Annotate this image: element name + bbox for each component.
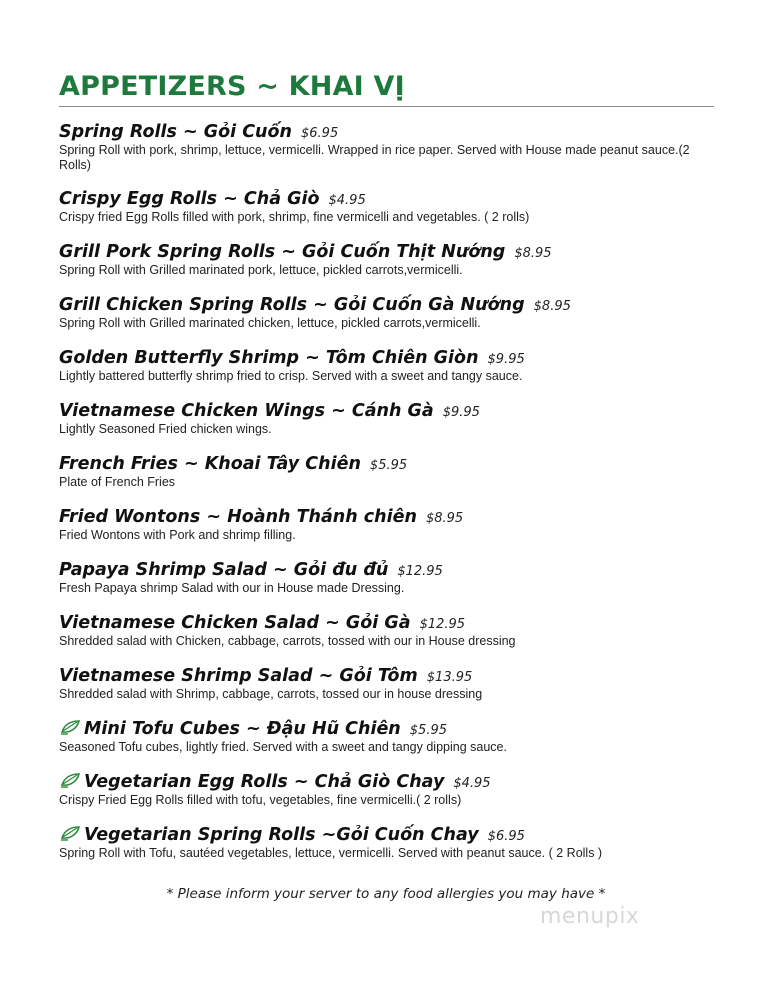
- menu-item-name: Vietnamese Chicken Wings ~ Cánh Gà: [59, 401, 434, 421]
- menu-item-description: Crispy Fried Egg Rolls filled with tofu, vegetables, fine vermicelli.( 2 rolls): [59, 793, 462, 807]
- menu-item-name: Fried Wontons ~ Hoành Thánh chiên: [59, 507, 417, 527]
- menu-item-price: $6.95: [487, 829, 525, 844]
- menu-item-header: [59, 347, 714, 369]
- menu-item: [59, 559, 714, 612]
- menu-item-header: [59, 453, 714, 475]
- menu-item-description: Fried Wontons with Pork and shrimp filling.: [59, 528, 296, 542]
- menu-item-price: $9.95: [442, 405, 480, 420]
- menu-item-name: Grill Chicken Spring Rolls ~ Gỏi Cuốn Gà Nướng: [59, 295, 525, 315]
- menu-item-header: [59, 241, 714, 263]
- menu-item-name: Crispy Egg Rolls ~ Chả Giò: [59, 189, 320, 209]
- menu-item-name: Papaya Shrimp Salad ~ Gỏi đu đủ: [59, 560, 389, 580]
- watermark-logo: menupix: [540, 904, 640, 929]
- menu-item-description: Lightly Seasoned Fried chicken wings.: [59, 422, 272, 436]
- menu-item-name: Vegetarian Egg Rolls ~ Chả Giò Chay: [84, 772, 445, 792]
- menu-item: [59, 121, 714, 188]
- menu-item-price: $5.95: [409, 723, 447, 738]
- menu-item-description: Fresh Papaya shrimp Salad with our in House made Dressing.: [59, 581, 405, 595]
- menu-item: [59, 241, 714, 294]
- menu-item: [59, 824, 714, 877]
- menu-item-description: Spring Roll with Grilled marinated pork, lettuce, pickled carrots,vermicelli.: [59, 263, 463, 277]
- menu-item-description: Spring Roll with pork, shrimp, lettuce, vermicelli. Wrapped in rice paper. Served with House made peanut sauce.(2 Rolls): [59, 143, 690, 172]
- menu-item-price: $8.95: [425, 511, 464, 526]
- menu-item-description: Spring Roll with Tofu, sautéed vegetables, lettuce, vermicelli. Served with peanut sauce. ( 2 Rolls ): [59, 846, 603, 860]
- menu-item-header: [59, 771, 714, 793]
- menu-item: [59, 665, 714, 718]
- menu-item: [59, 506, 714, 559]
- menu-item: [59, 771, 714, 824]
- menu-item-price: $8.95: [533, 299, 571, 314]
- menu-item: [59, 612, 714, 665]
- menu-item-name: Mini Tofu Cubes ~ Đậu Hũ Chiên: [84, 719, 401, 739]
- menu-item: [59, 188, 714, 241]
- veggie-leaf-icon: [59, 825, 81, 841]
- menu-item-name: Vietnamese Shrimp Salad ~ Gỏi Tôm: [59, 666, 418, 686]
- menu-item-header: [59, 400, 714, 422]
- menu-item-name: Grill Pork Spring Rolls ~ Gỏi Cuốn Thịt Nướng: [59, 242, 506, 262]
- menu-item-price: $4.95: [328, 193, 366, 208]
- section-title: APPETIZERS ~ KHAI VỊ: [59, 70, 714, 107]
- menu-item-price: $8.95: [514, 246, 552, 261]
- menu-item: [59, 718, 714, 771]
- menu-item-description: Shredded salad with Chicken, cabbage, carrots, tossed with our in House dressing: [59, 634, 516, 648]
- menu-item-header: [59, 506, 714, 528]
- menu-item-price: $5.95: [369, 458, 408, 473]
- menu-item-header: [59, 612, 714, 634]
- menu-items-list: [59, 121, 714, 877]
- menu-item: [59, 347, 714, 400]
- menu-item-description: Spring Roll with Grilled marinated chicken, lettuce, pickled carrots,vermicelli.: [59, 316, 481, 330]
- menu-item-description: Seasoned Tofu cubes, lightly fried. Served with a sweet and tangy dipping sauce.: [59, 740, 507, 754]
- menu-item-price: $12.95: [397, 564, 443, 579]
- menu-item: [59, 400, 714, 453]
- menu-item-header: [59, 559, 714, 581]
- menu-item-name: Golden Butterfly Shrimp ~ Tôm Chiên Giòn: [59, 348, 479, 368]
- menu-item-price: $6.95: [301, 126, 339, 141]
- menu-item-name: Vietnamese Chicken Salad ~ Gỏi Gà: [59, 613, 411, 633]
- menu-item-name: Vegetarian Spring Rolls ~Gỏi Cuốn Chay: [84, 825, 479, 845]
- menu-item-header: [59, 121, 714, 143]
- menu-item: [59, 453, 714, 506]
- menu-item-header: [59, 665, 714, 687]
- menu-item-price: $13.95: [426, 670, 473, 685]
- veggie-leaf-icon: [59, 719, 81, 735]
- menu-item-name: Spring Rolls ~ Gỏi Cuốn: [59, 122, 292, 142]
- menu-item-header: [59, 188, 714, 210]
- menu-item-header: [59, 824, 714, 846]
- menu-item: [59, 294, 714, 347]
- allergy-note: * Please inform your server to any food allergies you may have *: [166, 886, 606, 902]
- menu-item-description: Crispy fried Egg Rolls filled with pork, shrimp, fine vermicelli and vegetables. ( 2 rolls): [59, 210, 530, 224]
- menu-page: [59, 70, 714, 877]
- menu-item-description: Lightly battered butterfly shrimp fried to crisp. Served with a sweet and tangy sauce.: [59, 369, 523, 383]
- menu-item-header: [59, 294, 714, 316]
- menu-item-description: Plate of French Fries: [59, 475, 176, 489]
- menu-item-price: $4.95: [453, 776, 491, 791]
- menu-item-description: Shredded salad with Shrimp, cabbage, carrots, tossed our in house dressing: [59, 687, 483, 701]
- veggie-leaf-icon: [59, 772, 81, 788]
- menu-item-price: $12.95: [419, 617, 466, 632]
- menu-item-name: French Fries ~ Khoai Tây Chiên: [59, 454, 361, 474]
- menu-item-header: [59, 718, 714, 740]
- menu-item-price: $9.95: [487, 352, 525, 367]
